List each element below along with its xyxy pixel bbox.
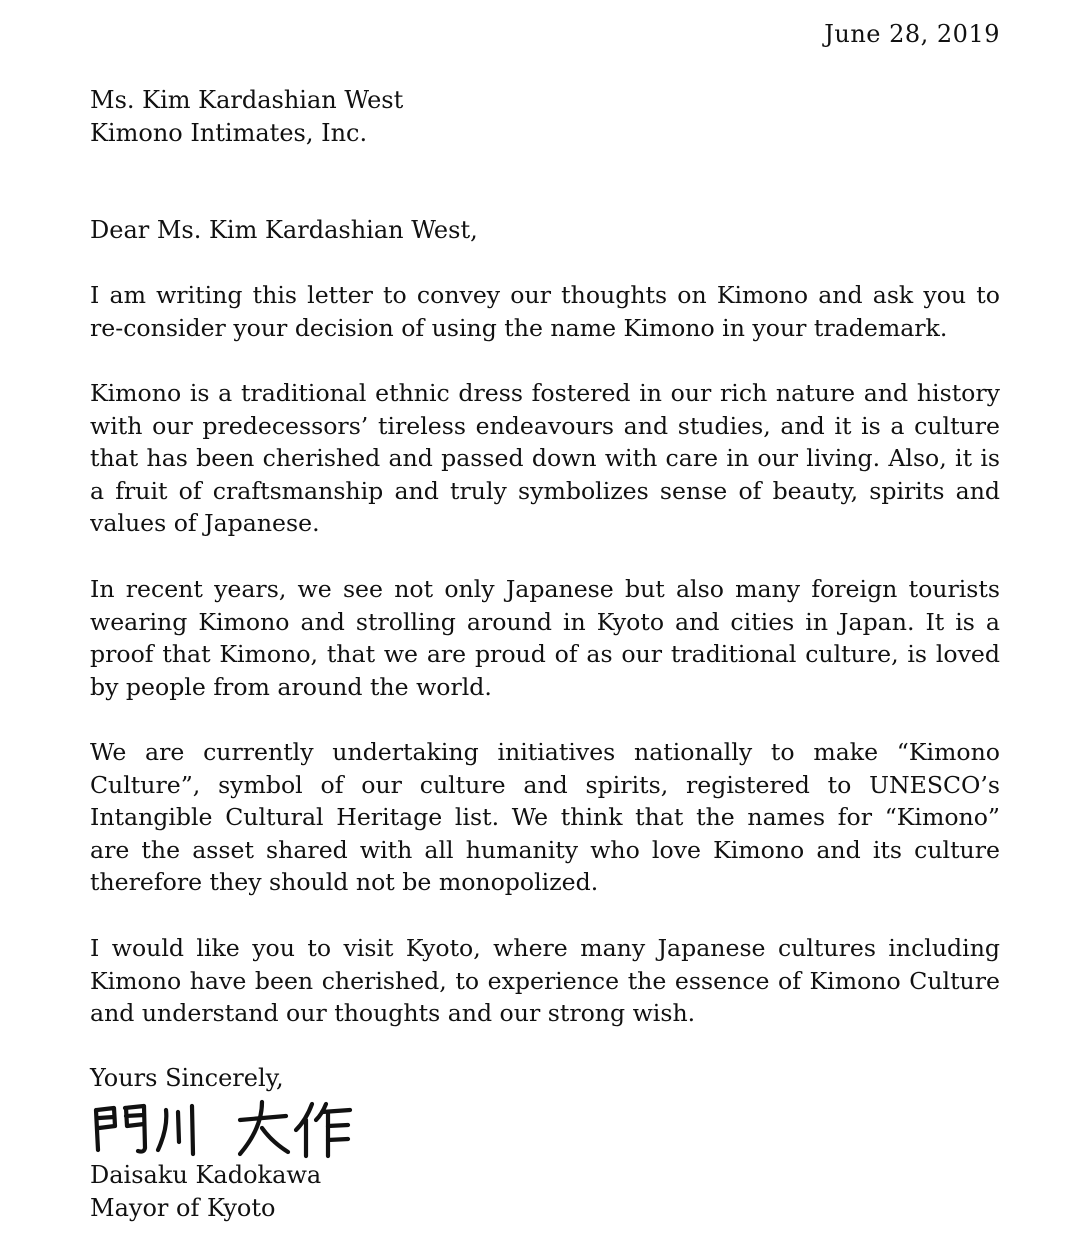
paragraph-line: Intangible Cultural Heritage list. We think that the names for “Kimono” (90, 803, 1000, 832)
paragraph-line: by people from around the world. (90, 672, 492, 701)
paragraph-1 (90, 279, 1000, 344)
recipient-block (90, 84, 403, 150)
closing: Yours Sincerely, (90, 1064, 284, 1092)
paragraph-line: wearing Kimono and strolling around in Kyoto and cities in Japan. It is a (90, 607, 1000, 636)
letter (90, 0, 1000, 1234)
recipient-name: Ms. Kim Kardashian West (90, 86, 404, 114)
paragraph-line: re-consider your decision of using the name Kimono in your trademark. (90, 313, 948, 342)
paragraph-line: are the asset shared with all humanity who love Kimono and its culture (90, 835, 1000, 864)
paragraph-line: I would like you to visit Kyoto, where many Japanese cultures including (90, 934, 1000, 962)
salutation: Dear Ms. Kim Kardashian West, (90, 216, 478, 244)
letter-date: June 28, 2019 (824, 20, 1000, 48)
signer-name: Daisaku Kadokawa (90, 1161, 322, 1189)
paragraph-line: I am writing this letter to convey our thoughts on Kimono and ask you to (90, 281, 1000, 309)
paragraph-line: therefore they should not be monopolized. (90, 868, 599, 897)
paragraph-line: Kimono is a traditional ethnic dress fostered in our rich nature and history (90, 379, 1000, 407)
paragraph-line: a fruit of craftsmanship and truly symbolizes sense of beauty, spirits and (90, 476, 1000, 505)
paragraph-line: We are currently undertaking initiatives nationally to make “Kimono (90, 738, 1000, 766)
paragraph-5 (90, 932, 1000, 1030)
paragraph-4 (90, 736, 1000, 899)
paragraph-line: that has been cherished and passed down with care in our living. Also, it is (90, 444, 1000, 473)
handwritten-signature (90, 1098, 360, 1160)
paragraph-line: Kimono have been cherished, to experience the essence of Kimono Culture (90, 966, 1000, 995)
paragraph-2 (90, 377, 1000, 540)
paragraph-line: and understand our thoughts and our strong wish. (90, 999, 696, 1028)
paragraph-line: proof that Kimono, that we are proud of as our traditional culture, is loved (90, 640, 1000, 669)
signer-block (90, 1159, 321, 1225)
paragraph-line: Culture”, symbol of our culture and spirits, registered to UNESCO’s (90, 770, 1000, 799)
paragraph-line: with our predecessors’ tireless endeavours and studies, and it is a culture (90, 411, 1000, 440)
paragraph-line: In recent years, we see not only Japanese but also many foreign tourists (90, 575, 1000, 603)
recipient-company: Kimono Intimates, Inc. (90, 119, 368, 147)
paragraph-line: values of Japanese. (90, 509, 320, 538)
signer-title: Mayor of Kyoto (90, 1194, 276, 1222)
paragraph-3 (90, 573, 1000, 703)
